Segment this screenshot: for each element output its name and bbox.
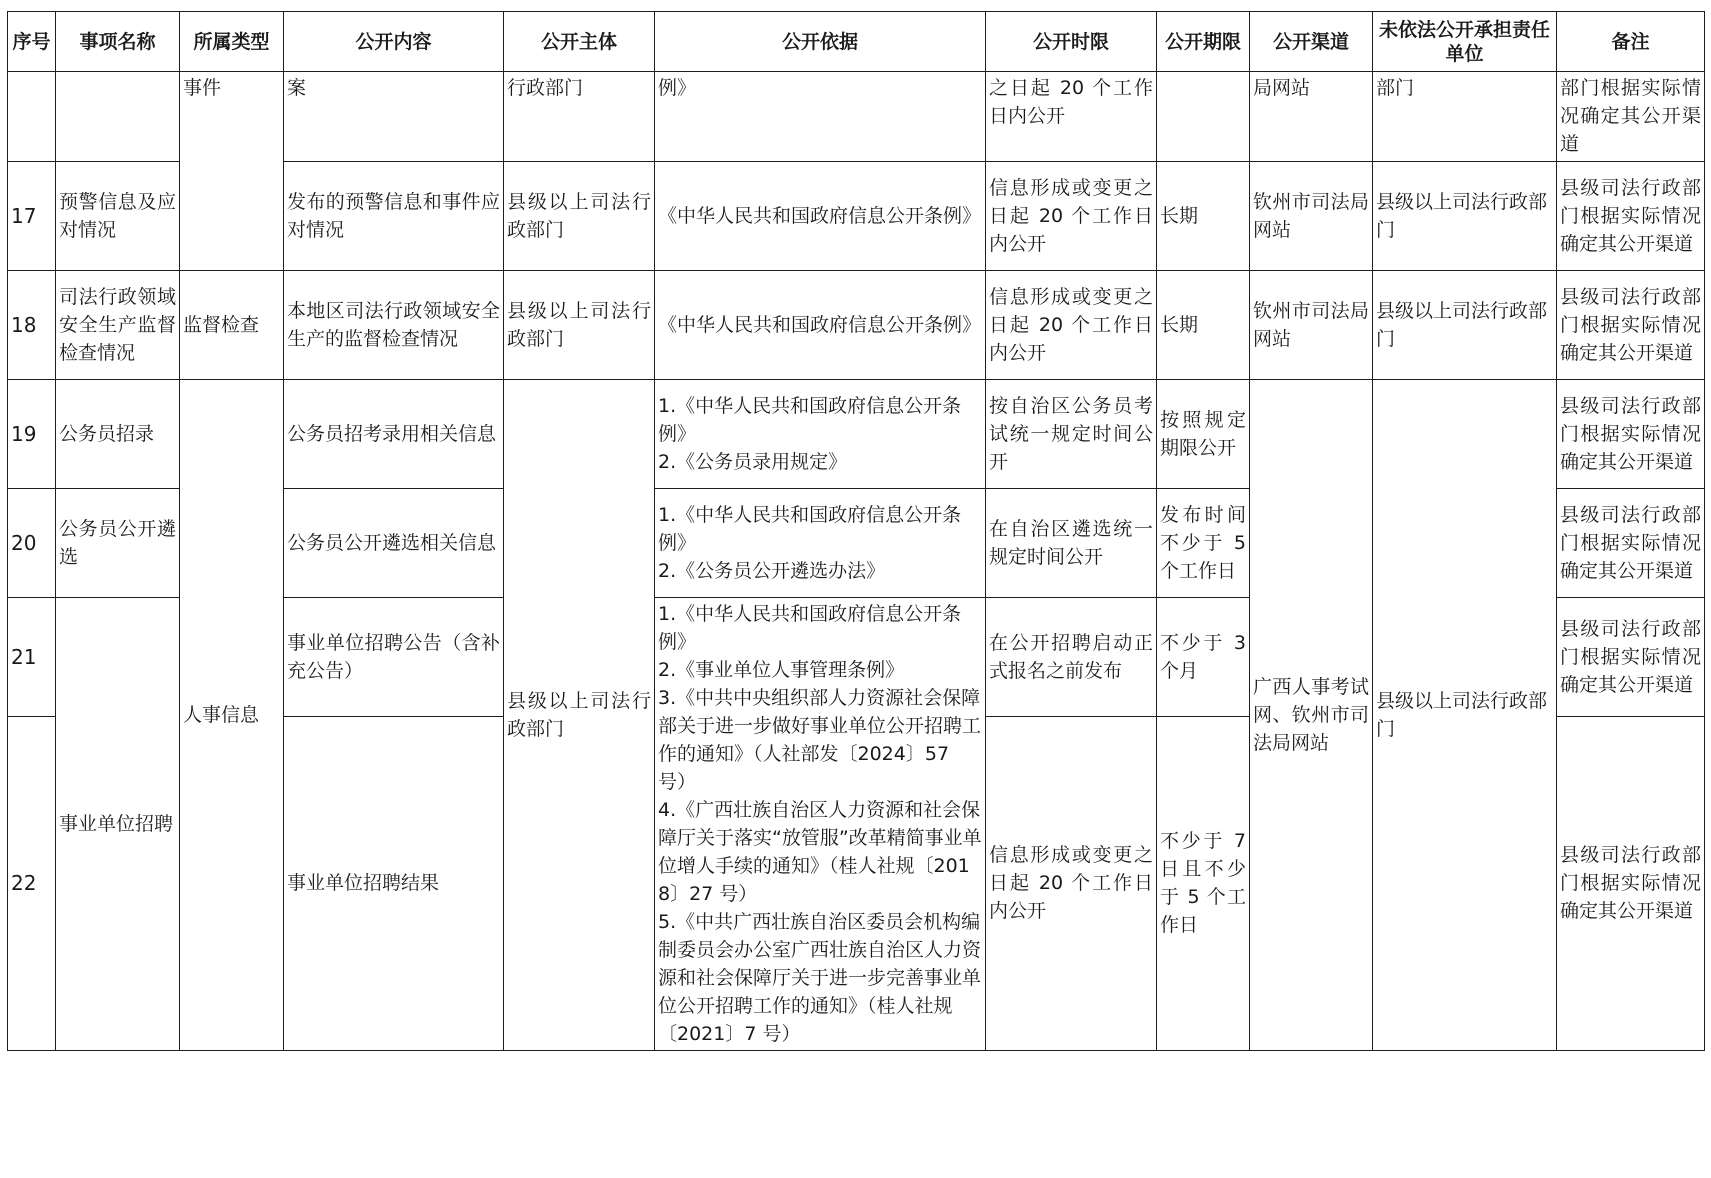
item-name: 预警信息及应对情况 [56,162,180,271]
remark: 县级司法行政部门根据实际情况确定其公开渠道 [1557,162,1705,271]
header-cell: 公开主体 [504,12,655,72]
basis-item: 1.《中华人民共和国政府信息公开条例》 [658,504,962,554]
item-type: 事件 [180,72,284,271]
header-row [8,12,1705,72]
time-limit: 按自治区公务员考试统一规定时间公开 [986,380,1157,489]
item-name: 公务员公开遴选 [56,489,180,598]
disclosure-basis: 例》 [655,72,986,162]
disclosure-subject: 县级以上司法行政部门 [504,380,655,1051]
basis-item: 2.《公务员录用规定》 [658,451,848,473]
header-cell: 公开内容 [284,12,504,72]
header-cell: 备注 [1557,12,1705,72]
disclosure-period: 长期 [1157,162,1250,271]
header-cell: 序号 [8,12,56,72]
responsible-unit: 县级以上司法行政部门 [1373,271,1557,380]
disclosure-basis [655,489,986,598]
remark: 县级司法行政部门根据实际情况确定其公开渠道 [1557,716,1705,1050]
disclosure-subject: 县级以上司法行政部门 [504,162,655,271]
responsible-unit: 部门 [1373,72,1557,162]
basis-item: 2.《事业单位人事管理条例》 [658,659,905,681]
disclosure-channel: 钦州市司法局网站 [1250,271,1373,380]
time-limit: 之日起 20 个工作日内公开 [986,72,1157,162]
remark: 部门根据实际情况确定其公开渠道 [1557,72,1705,162]
disclosure-content: 公务员公开遴选相关信息 [284,489,504,598]
header-cell: 所属类型 [180,12,284,72]
responsible-unit: 县级以上司法行政部门 [1373,162,1557,271]
disclosure-period: 不少于 3 个月 [1157,598,1250,717]
row-number: 22 [8,716,56,1050]
header-cell: 公开渠道 [1250,12,1373,72]
table-row [8,380,1705,489]
header-cell: 公开期限 [1157,12,1250,72]
remark: 县级司法行政部门根据实际情况确定其公开渠道 [1557,380,1705,489]
disclosure-content: 事业单位招聘结果 [284,716,504,1050]
table-row [8,271,1705,380]
basis-item: 1.《中华人民共和国政府信息公开条例》 [658,603,962,653]
disclosure-channel: 钦州市司法局网站 [1250,162,1373,271]
item-name: 公务员招录 [56,380,180,489]
remark: 县级司法行政部门根据实际情况确定其公开渠道 [1557,598,1705,717]
disclosure-channel: 广西人事考试网、钦州市司法局网站 [1250,380,1373,1051]
remark: 县级司法行政部门根据实际情况确定其公开渠道 [1557,271,1705,380]
time-limit: 在自治区遴选统一规定时间公开 [986,489,1157,598]
responsible-unit: 县级以上司法行政部门 [1373,380,1557,1051]
disclosure-basis: 《中华人民共和国政府信息公开条例》 [655,271,986,380]
disclosure-period: 按照规定期限公开 [1157,380,1250,489]
disclosure-content: 案 [284,72,504,162]
item-type: 监督检查 [180,271,284,380]
disclosure-basis [655,598,986,1051]
row-number [8,72,56,162]
disclosure-subject: 行政部门 [504,72,655,162]
time-limit: 在公开招聘启动正式报名之前发布 [986,598,1157,717]
disclosure-period [1157,72,1250,162]
header-cell: 事项名称 [56,12,180,72]
basis-item: 5.《中共广西壮族自治区委员会机构编制委员会办公室广西壮族自治区人力资源和社会保障厅关于进一步完善事业单位公开招聘工作的通知》（桂人社规〔2021〕7 号） [658,911,982,1045]
disclosure-period: 不少于 7 日且不少于 5 个工作日 [1157,716,1250,1050]
item-name: 司法行政领域安全生产监督检查情况 [56,271,180,380]
basis-item: 1.《中华人民共和国政府信息公开条例》 [658,395,962,445]
disclosure-basis [655,380,986,489]
time-limit: 信息形成或变更之日起 20 个工作日内公开 [986,162,1157,271]
disclosure-table [7,11,1705,1051]
table-row [8,72,1705,162]
time-limit: 信息形成或变更之日起 20 个工作日内公开 [986,716,1157,1050]
disclosure-subject: 县级以上司法行政部门 [504,271,655,380]
row-number: 18 [8,271,56,380]
remark: 县级司法行政部门根据实际情况确定其公开渠道 [1557,489,1705,598]
header-cell: 未依法公开承担责任单位 [1373,12,1557,72]
header-cell: 公开时限 [986,12,1157,72]
basis-item: 3.《中共中央组织部人力资源社会保障部关于进一步做好事业单位公开招聘工作的通知》（人社部发〔2024〕57 号） [658,687,982,793]
row-number: 19 [8,380,56,489]
basis-item: 4.《广西壮族自治区人力资源和社会保障厅关于落实“放管服”改革精简事业单位增人手续的通知》（桂人社规〔2018〕27 号） [658,799,982,905]
item-name [56,72,180,162]
basis-item: 2.《公务员公开遴选办法》 [658,560,886,582]
header-cell: 公开依据 [655,12,986,72]
disclosure-basis: 《中华人民共和国政府信息公开条例》 [655,162,986,271]
row-number: 20 [8,489,56,598]
disclosure-channel: 局网站 [1250,72,1373,162]
item-name: 事业单位招聘 [56,598,180,1051]
disclosure-content: 事业单位招聘公告（含补充公告） [284,598,504,717]
disclosure-content: 发布的预警信息和事件应对情况 [284,162,504,271]
row-number: 21 [8,598,56,717]
disclosure-period: 发布时间不少于 5 个工作日 [1157,489,1250,598]
disclosure-content: 公务员招考录用相关信息 [284,380,504,489]
disclosure-period: 长期 [1157,271,1250,380]
disclosure-content: 本地区司法行政领域安全生产的监督检查情况 [284,271,504,380]
time-limit: 信息形成或变更之日起 20 个工作日内公开 [986,271,1157,380]
item-type: 人事信息 [180,380,284,1051]
row-number: 17 [8,162,56,271]
